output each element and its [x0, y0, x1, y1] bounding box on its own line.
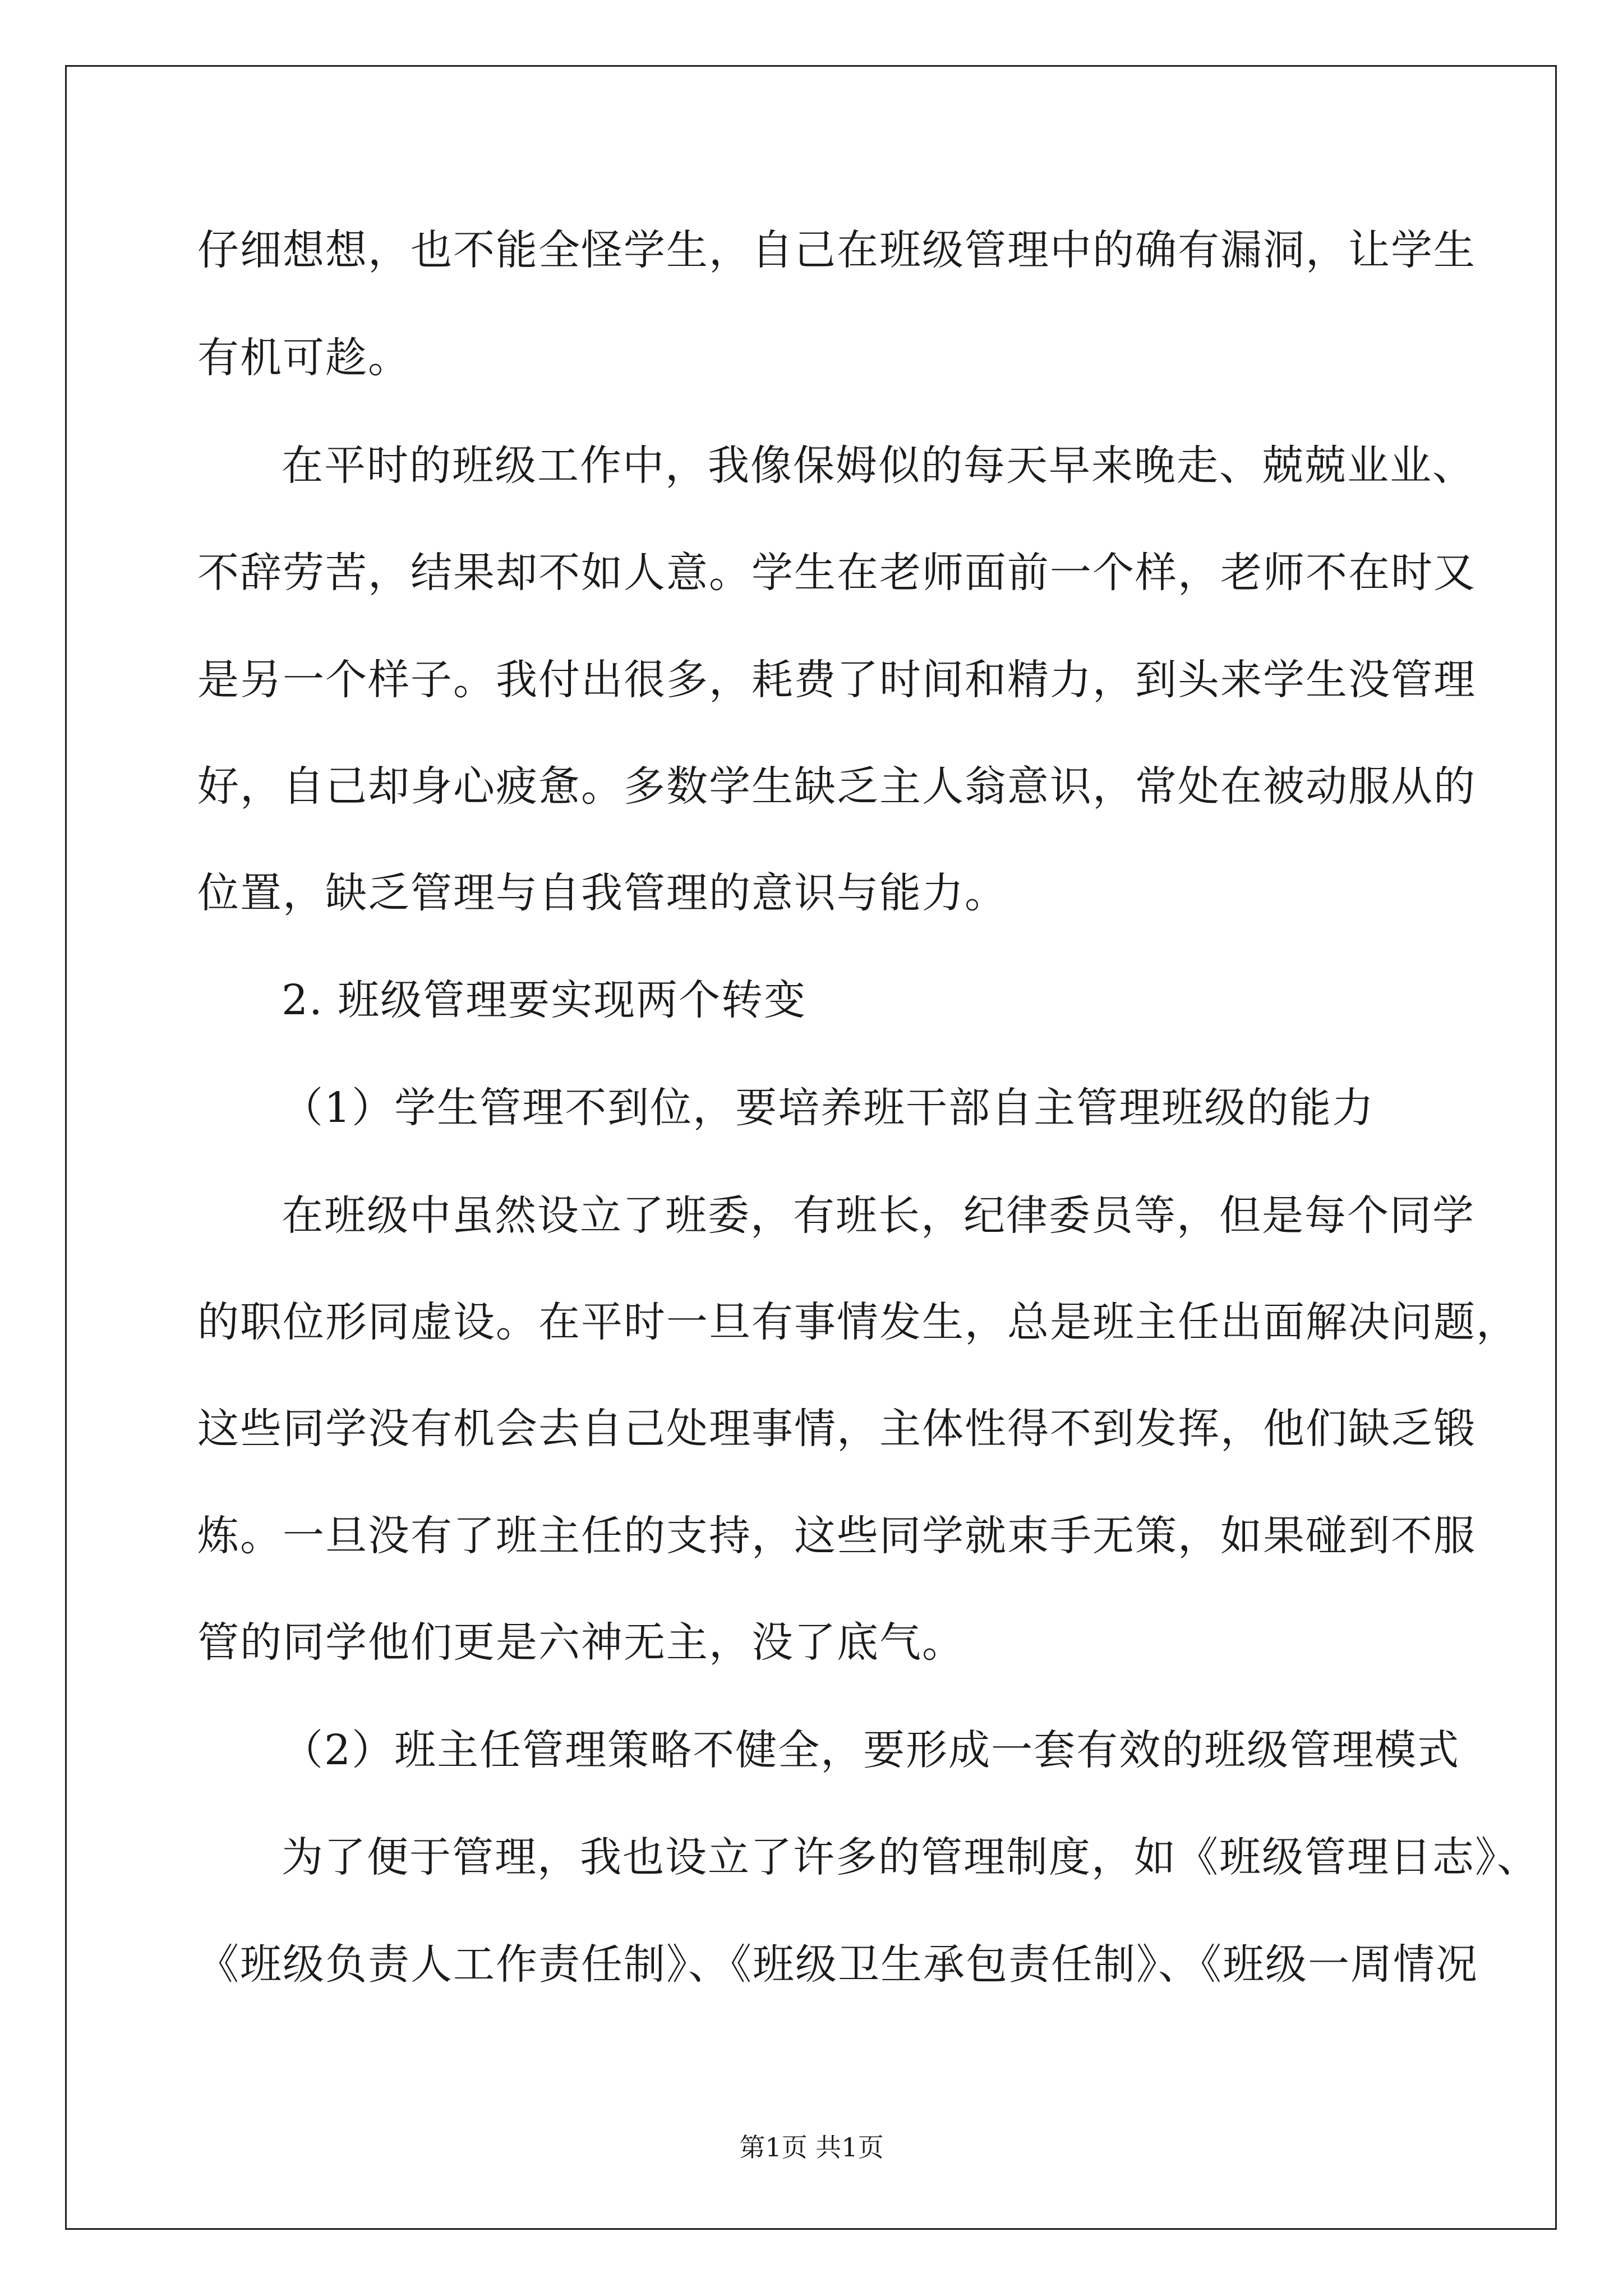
- text-line: 炼。一旦没有了班主任的支持，这些同学就束手无策，如果碰到不服: [197, 1512, 1476, 1560]
- subsection-heading: （1）学生管理不到位，要培养班干部自主管理班级的能力: [282, 1084, 1375, 1132]
- text-line: 有机可趁。: [197, 334, 411, 382]
- text-line: 在平时的班级工作中，我像保姆似的每天早来晚走、兢兢业业、: [282, 441, 1475, 490]
- text-line: 的职位形同虚设。在平时一旦有事情发生，总是班主任出面解决问题，: [197, 1298, 1519, 1346]
- text-line: 仔细想想，也不能全怪学生，自己在班级管理中的确有漏洞，让学生: [197, 226, 1476, 274]
- subsection-heading: （2）班主任管理策略不健全，要形成一套有效的班级管理模式: [282, 1726, 1460, 1774]
- text-line: 这些同学没有机会去自己处理事情，主体性得不到发挥，他们缺乏锻: [197, 1405, 1476, 1453]
- text-line: 好，自己却身心疲惫。多数学生缺乏主人翁意识，常处在被动服从的: [197, 762, 1476, 811]
- text-line: 为了便于管理，我也设立了许多的管理制度，如《班级管理日志》、: [282, 1833, 1539, 1881]
- text-line: 在班级中虽然设立了班委，有班长，纪律委员等，但是每个同学: [282, 1191, 1475, 1240]
- text-line: 管的同学他们更是六神无主，没了底气。: [197, 1618, 965, 1667]
- text-line: 位置，缺乏管理与自我管理的意识与能力。: [197, 869, 1007, 917]
- section-heading: 2. 班级管理要实现两个转变: [282, 976, 807, 1024]
- text-line: 《班级负责人工作责任制》、《班级卫生承包责任制》、《班级一周情况: [197, 1940, 1478, 1989]
- page-border: [65, 65, 1557, 2230]
- text-line: 不辞劳苦，结果却不如人意。学生在老师面前一个样，老师不在时又: [197, 549, 1476, 597]
- page-footer: 第1页 共1页: [739, 2132, 884, 2162]
- text-line: 是另一个样子。我付出很多，耗费了时间和精力，到头来学生没管理: [197, 656, 1476, 704]
